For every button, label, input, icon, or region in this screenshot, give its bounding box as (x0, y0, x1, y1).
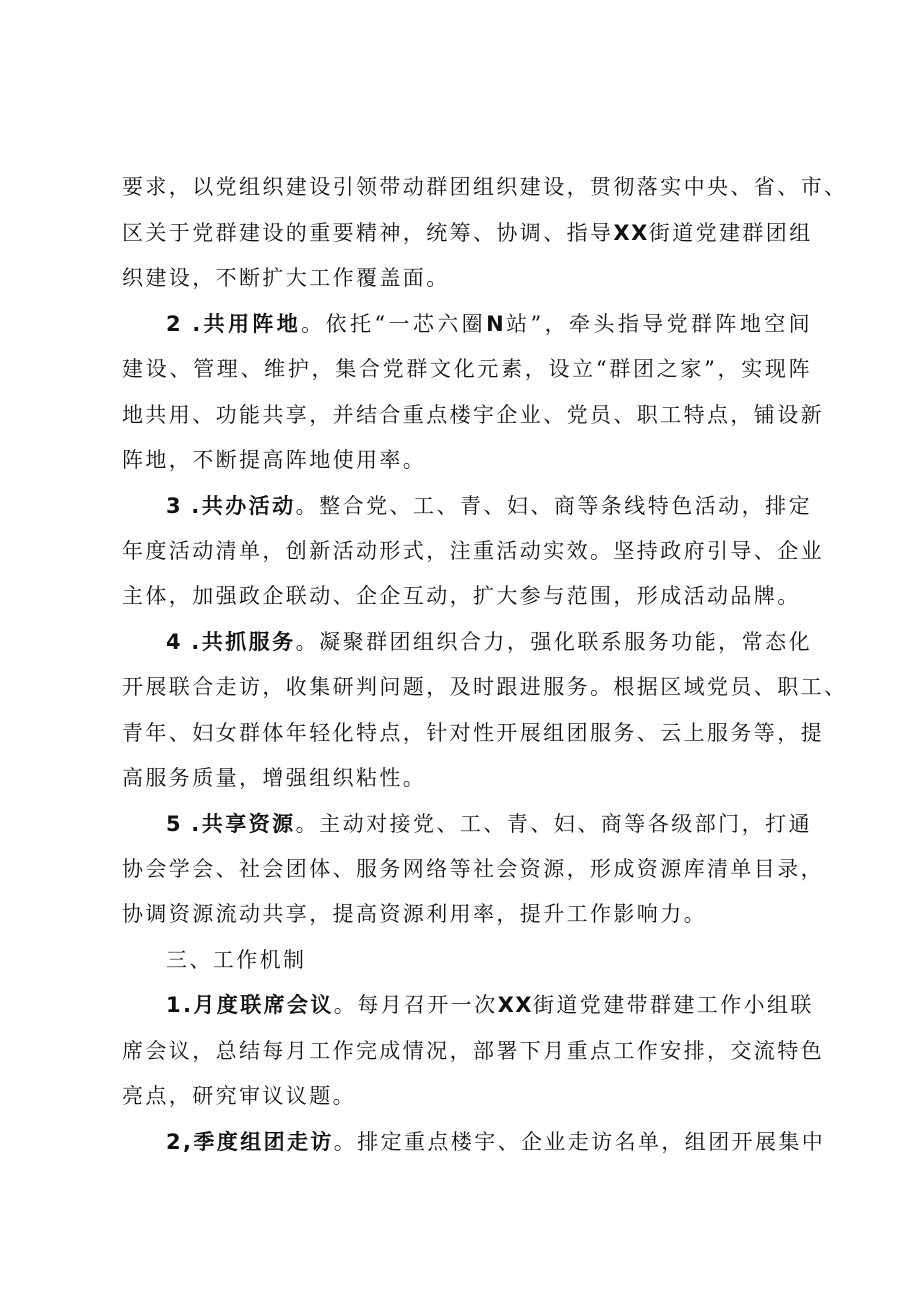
placeholder-xx: XX (497, 993, 533, 1017)
text-run: N (486, 312, 506, 336)
paragraph-line (122, 349, 812, 389)
paragraph-line (122, 667, 848, 707)
text-run: 街道党建群团组 (648, 221, 813, 245)
paragraph-line (122, 1031, 824, 1071)
text-run: 。主动对接党、工、青、妇、商等各级部门，打通 (295, 812, 812, 836)
text-run: 年度活动清单，创新活动形式，注重活动实效。坚持政府引导、企业 (122, 539, 824, 563)
text-run: 协调资源流动共享，提高资源利用率，提升工作影响力。 (122, 902, 707, 926)
text-run: 街道党建带群建工作小组联 (533, 993, 814, 1017)
text-run: 建设、管理、维护，集合党群文化元素，设立“群团之家”，实现阵 (122, 357, 812, 381)
item-heading: .共享资源 (191, 812, 296, 836)
text-run: 主体，加强政企联动、企企互动，扩大参与范围，形成活动品牌。 (122, 584, 801, 608)
text-run: 。排定重点楼宇、企业走访名单，组团开展集中 (333, 1130, 826, 1154)
paragraph-line (122, 395, 824, 435)
section-title: 三、工作机制 (166, 948, 307, 972)
item-heading: 1.月度联席会议 (166, 993, 334, 1017)
mech-1-first-line (166, 985, 812, 1025)
text-run: 。整合党、工、青、妇、商等条线特色活动，排定 (295, 494, 812, 518)
text-run: 。依托“一芯六圈 (301, 312, 487, 336)
item-heading: 2,季度组团走访 (166, 1130, 334, 1154)
text-run: 开展联合走访，收集研判问题，及时跟进服务。根据区域党员、职工、 (122, 675, 848, 699)
item-number: 5 (166, 812, 183, 836)
item-3-first-line (166, 486, 812, 526)
paragraph-line (122, 894, 812, 934)
text-run: 阵地，不断提高阵地使用率。 (122, 448, 427, 472)
item-number: 3 (166, 494, 183, 518)
text-run: 织建设，不断扩大工作覆盖面。 (122, 266, 450, 290)
item-2-first-line (166, 304, 812, 344)
item-heading: .共办活动 (191, 494, 296, 518)
paragraph-line (122, 213, 812, 253)
item-number: 2 (166, 312, 183, 336)
item-5-first-line (166, 804, 812, 844)
item-heading: .共抓服务 (191, 630, 296, 654)
text-run: 。每月召开一次 (333, 993, 498, 1017)
text-run: 席会议，总结每月工作完成情况，部署下月重点工作安排，交流特色 (122, 1039, 824, 1063)
item-4-first-line (166, 622, 812, 662)
paragraph-line (122, 576, 812, 616)
text-run: 地共用、功能共享，并结合重点楼宇企业、党员、职工特点，铺设新 (122, 403, 824, 427)
text-run: 站”，牵头指导党群阵地空间 (505, 312, 813, 336)
mech-2-first-line (166, 1122, 826, 1162)
paragraph-line (122, 713, 824, 753)
text-run: 。凝聚群团组织合力，强化联系服务功能，常态化 (295, 630, 812, 654)
text-run: 要求，以党组织建设引领带动群团组织建设，贯彻落实中央、省、市、 (122, 175, 848, 199)
placeholder-xx: XX (613, 221, 649, 245)
paragraph-line (122, 849, 824, 889)
text-run: 青年、妇女群体年轻化特点，针对性开展组团服务、云上服务等，提 (122, 721, 824, 745)
text-run: 区关于党群建设的重要精神，统筹、协调、指导 (122, 221, 614, 245)
item-number: 4 (166, 630, 183, 654)
paragraph-line (122, 440, 812, 480)
paragraph-line (122, 258, 812, 298)
paragraph-line (122, 531, 824, 571)
item-heading: .共用阵地 (192, 312, 302, 336)
text-run: 高服务质量，增强组织粘性。 (122, 766, 427, 790)
paragraph-line (122, 1076, 812, 1116)
paragraph-line (122, 758, 812, 798)
text-run: 协会学会、社会团体、服务网络等社会资源，形成资源库清单目录， (122, 857, 824, 881)
text-run: 亮点，研究审议议题。 (122, 1084, 356, 1108)
section-heading (166, 940, 812, 980)
paragraph-line (122, 167, 848, 207)
